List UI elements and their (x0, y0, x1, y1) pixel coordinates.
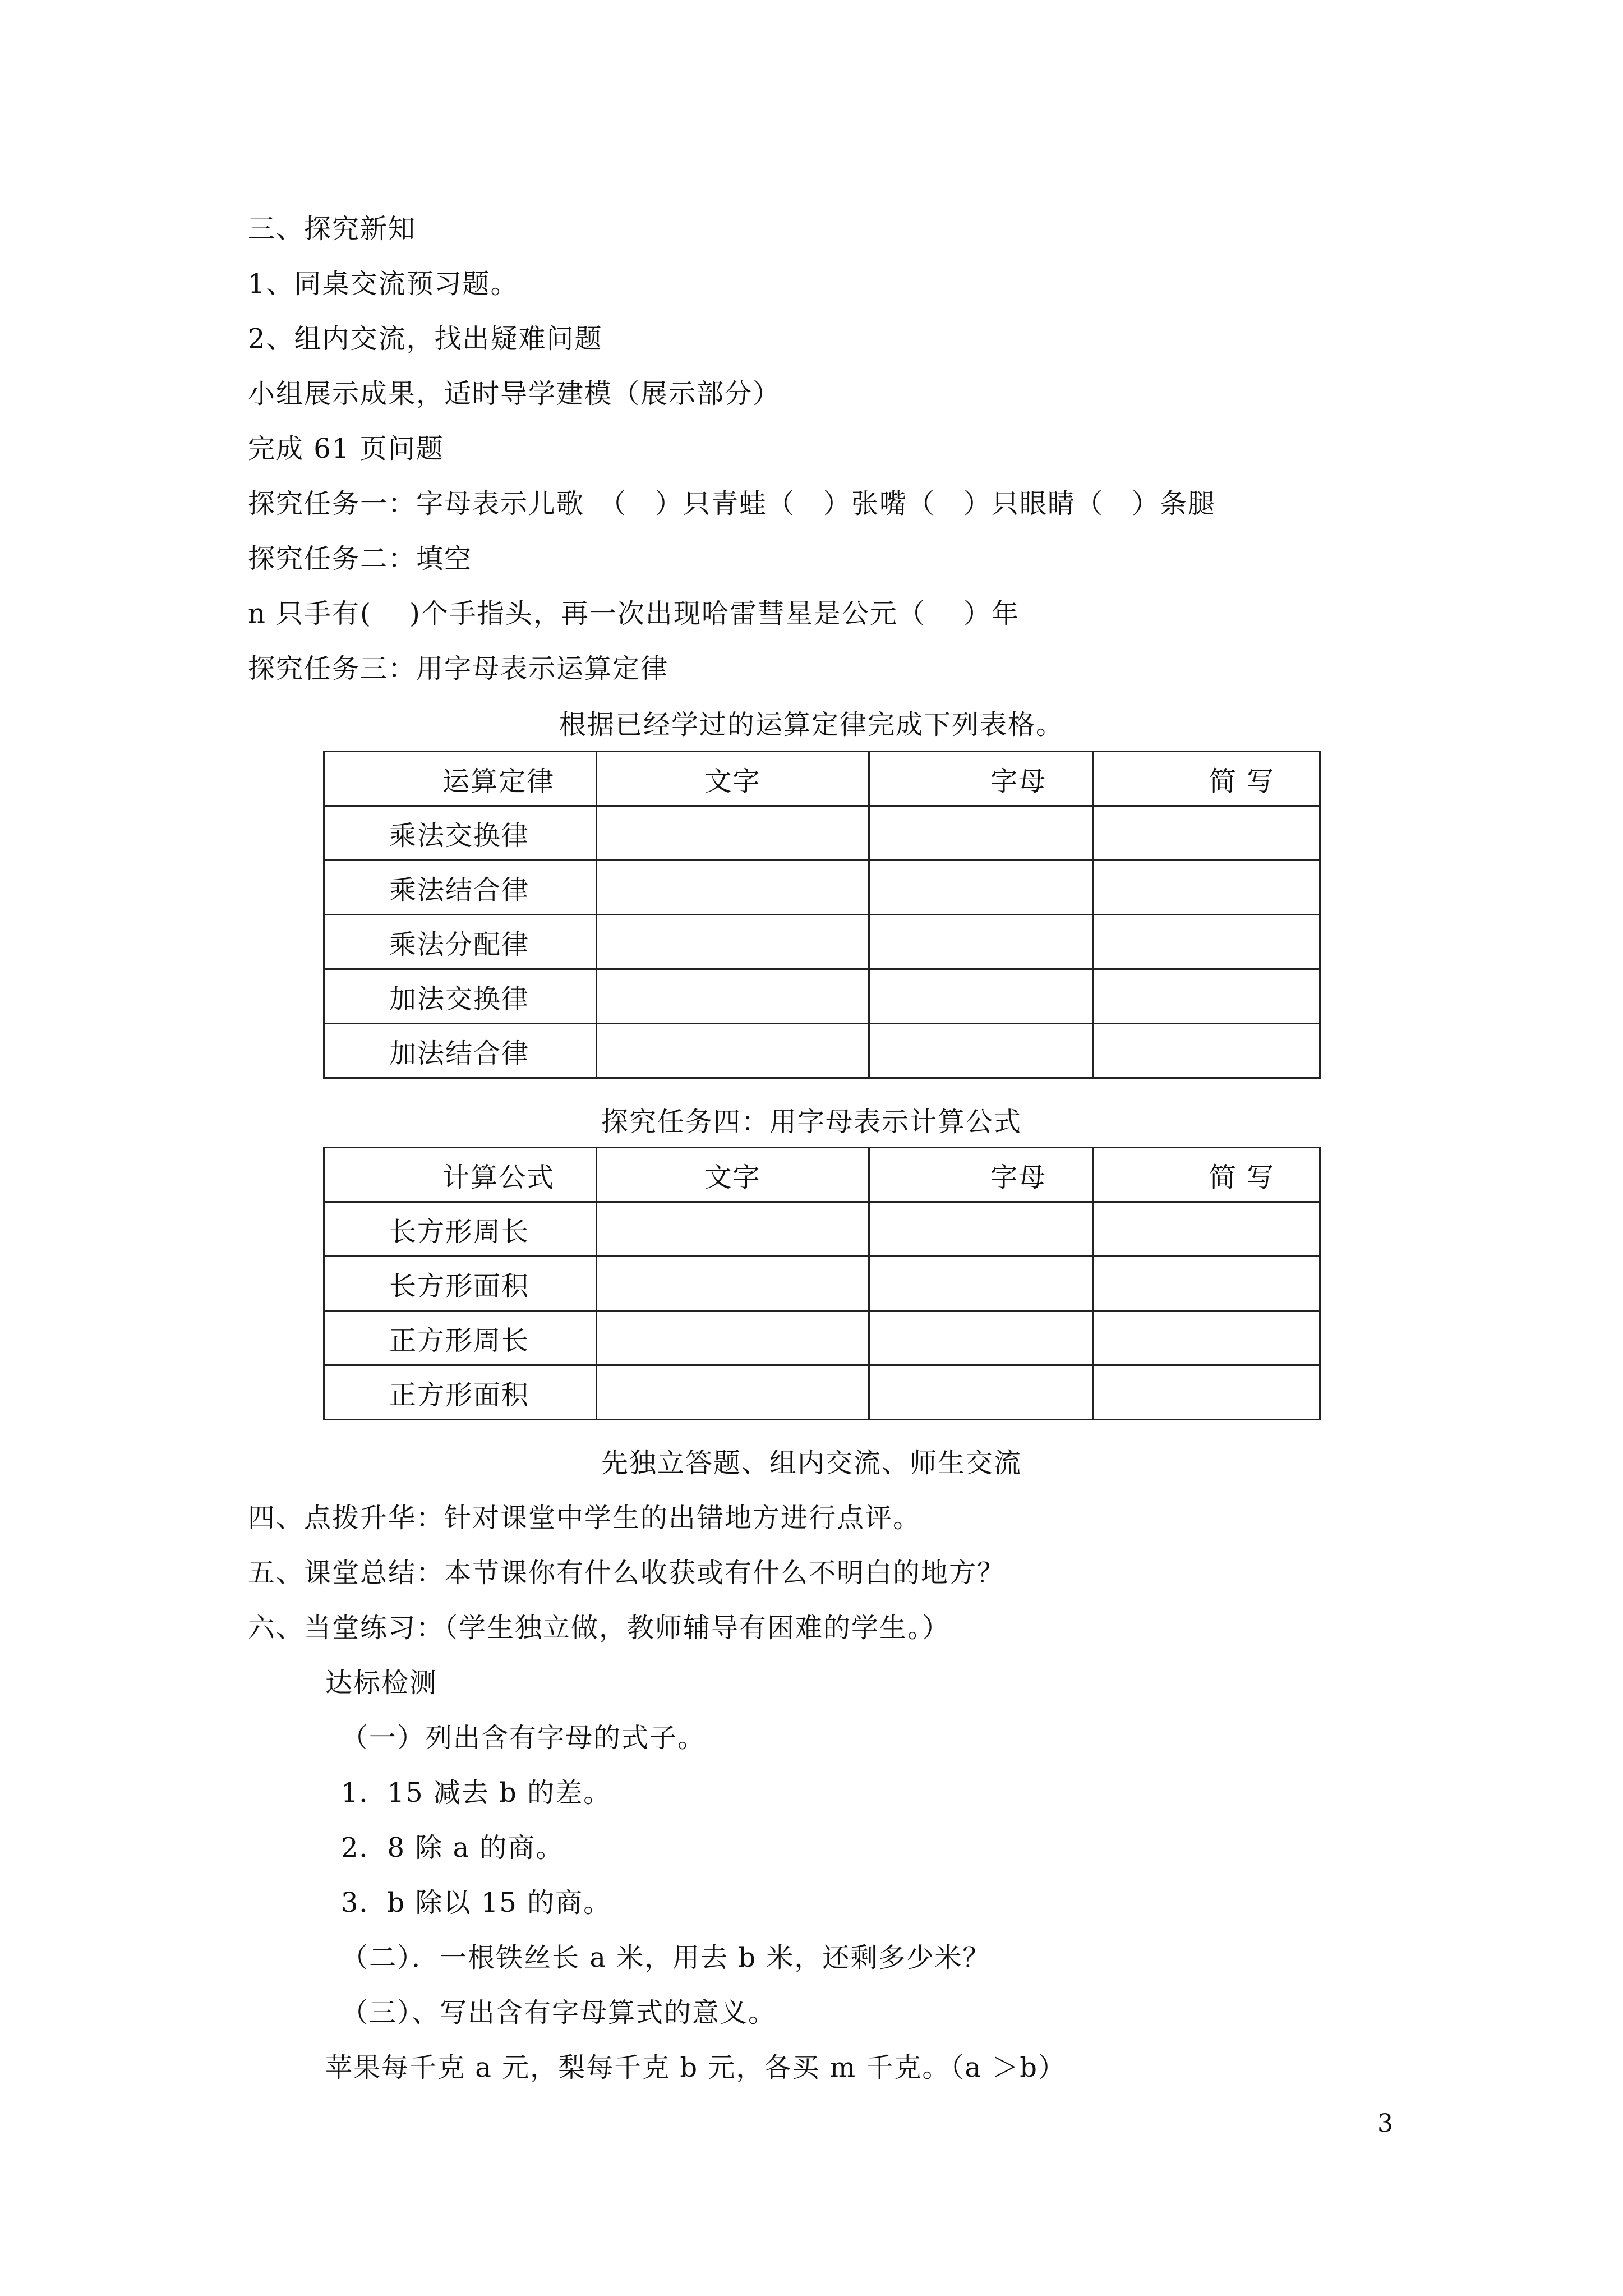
header-cell: 文字 (597, 752, 869, 806)
task-4-caption: 探究任务四：用字母表示计算公式 (601, 1106, 1022, 1138)
header-cell: 简 写 (1094, 1148, 1320, 1202)
discussion-note: 先独立答题、组内交流、师生交流 (601, 1447, 1022, 1479)
table-row (324, 915, 1320, 969)
blank-cell (1094, 915, 1320, 969)
blank-cell (869, 1024, 1094, 1078)
header-cell: 运算定律 (324, 752, 597, 806)
blank-cell (597, 861, 869, 915)
blank-cell (1094, 806, 1320, 861)
table-row (324, 861, 1320, 915)
table-row (324, 969, 1320, 1024)
operation-laws-table (323, 751, 1321, 1079)
section-heading-4: 四、点拨升华：针对课堂中学生的出错地方进行点评。 (248, 1502, 921, 1534)
blank-cell (1094, 1202, 1320, 1257)
table-row (324, 1257, 1320, 1311)
text-line: 完成 61 页问题 (248, 433, 444, 464)
exercise-question-3: 3．b 除以 15 的商。 (341, 1887, 612, 1918)
header-cell: 计算公式 (324, 1148, 597, 1202)
exercise-question-1: 1．15 减去 b 的差。 (341, 1777, 612, 1809)
blank-cell (597, 806, 869, 861)
blank-cell (1094, 1365, 1320, 1420)
blank-cell (869, 1202, 1094, 1257)
formulas-table (323, 1147, 1321, 1420)
blank-cell (869, 1257, 1094, 1311)
page-number: 3 (1377, 2109, 1393, 2138)
blank-cell (869, 915, 1094, 969)
header-cell: 简 写 (1094, 752, 1320, 806)
row-label: 乘法交换律 (324, 806, 597, 861)
blank-cell (1094, 969, 1320, 1024)
task-2-line: 探究任务二：填空 (248, 543, 473, 574)
exercise-part-3: （三）、写出含有字母算式的意义。 (341, 1997, 777, 2028)
header-cell: 字母 (869, 752, 1094, 806)
section-heading-5: 五、课堂总结：本节课你有什么收获或有什么不明白的地方？ (248, 1557, 1006, 1589)
row-label: 乘法分配律 (324, 915, 597, 969)
blank-cell (597, 1311, 869, 1365)
table-header-row (324, 752, 1320, 806)
row-label: 长方形周长 (324, 1202, 597, 1257)
text-line: 2、组内交流，找出疑难问题 (248, 323, 603, 355)
section-heading-3: 三、探究新知 (248, 213, 417, 245)
text-line: 小组展示成果，适时导学建模（展示部分） (248, 378, 781, 409)
blank-cell (869, 1311, 1094, 1365)
exercise-part-3-question: 苹果每千克 a 元，梨每千克 b 元，各买 m 千克。（a ＞b） (325, 2052, 1067, 2083)
row-label: 正方形面积 (324, 1365, 597, 1420)
table-row (324, 1311, 1320, 1365)
blank-cell (869, 969, 1094, 1024)
task-1-line: 探究任务一：字母表示儿歌 （ ）只青蛙（ ）张嘴（ ）只眼睛（ ）条腿 (248, 488, 1216, 519)
blank-cell (597, 1365, 869, 1420)
text-line: 1、同桌交流预习题。 (248, 268, 519, 300)
task-2-question: n 只手有( )个手指头，再一次出现哈雷彗星是公元（ ）年 (248, 598, 1020, 629)
blank-cell (597, 969, 869, 1024)
table-1-caption: 根据已经学过的运算定律完成下列表格。 (559, 709, 1064, 740)
task-3-line: 探究任务三：用字母表示运算定律 (248, 653, 669, 684)
row-label: 正方形周长 (324, 1311, 597, 1365)
exercise-part-2: （二）．一根铁丝长 a 米，用去 b 米，还剩多少米？ (341, 1942, 991, 1973)
row-label: 乘法结合律 (324, 861, 597, 915)
blank-cell (869, 1365, 1094, 1420)
table-row (324, 806, 1320, 861)
table-row (324, 1365, 1320, 1420)
header-cell: 文字 (597, 1148, 869, 1202)
table-row (324, 1202, 1320, 1257)
check-title: 达标检测 (325, 1667, 438, 1699)
blank-cell (1094, 1024, 1320, 1078)
row-label: 长方形面积 (324, 1257, 597, 1311)
row-label: 加法结合律 (324, 1024, 597, 1078)
table-row (324, 1024, 1320, 1078)
blank-cell (1094, 1311, 1320, 1365)
exercise-question-2: 2．8 除 a 的商。 (341, 1832, 564, 1864)
blank-cell (1094, 861, 1320, 915)
blank-cell (597, 1257, 869, 1311)
row-label: 加法交换律 (324, 969, 597, 1024)
blank-cell (597, 915, 869, 969)
blank-cell (597, 1202, 869, 1257)
section-heading-6: 六、当堂练习：（学生独立做，教师辅导有困难的学生。） (248, 1612, 951, 1644)
exercise-part-1: （一）列出含有字母的式子。 (341, 1722, 706, 1754)
blank-cell (597, 1024, 869, 1078)
table-header-row (324, 1148, 1320, 1202)
header-cell: 字母 (869, 1148, 1094, 1202)
blank-cell (869, 861, 1094, 915)
blank-cell (1094, 1257, 1320, 1311)
blank-cell (869, 806, 1094, 861)
